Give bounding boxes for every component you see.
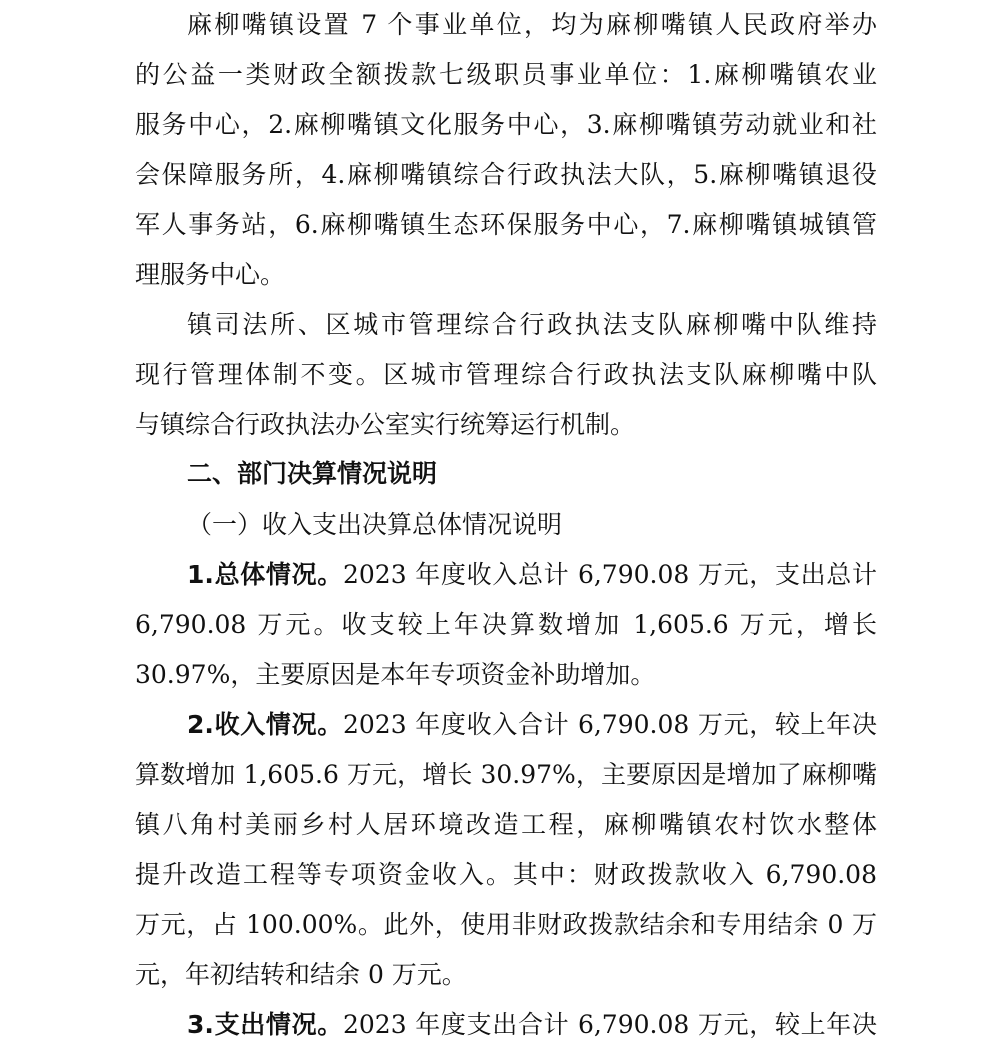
- para4-line-5: 万元，占 100.00%。此外，使用非财政拨款结余和专用结余 0 万: [135, 910, 877, 939]
- para3-lead: 1.总体情况。: [187, 560, 343, 589]
- para4-line-2: 算数增加 1,605.6 万元，增长 30.97%，主要原因是增加了麻柳嘴: [135, 760, 877, 789]
- para4-line-6: 元，年初结转和结余 0 万元。: [135, 960, 467, 989]
- para3-line-3: 30.97%，主要原因是本年专项资金补助增加。: [135, 660, 656, 689]
- para4-lead: 2.收入情况。: [187, 710, 343, 739]
- para2-line-2: 现行管理体制不变。区城市管理综合行政执法支队麻柳嘴中队: [135, 360, 877, 389]
- para3-line-2: 6,790.08 万元。收支较上年决算数增加 1,605.6 万元，增长: [135, 610, 877, 639]
- para1-line-2: 的公益一类财政全额拨款七级职员事业单位：1.麻柳嘴镇农业: [135, 60, 877, 89]
- para5-lead: 3.支出情况。: [187, 1010, 343, 1039]
- para3-line-1: [135, 556, 877, 594]
- para2-line-3: 与镇综合行政执法办公室实行统筹运行机制。: [135, 410, 636, 439]
- para1-line-1: 麻柳嘴镇设置 7 个事业单位，均为麻柳嘴镇人民政府举办: [187, 10, 877, 39]
- para5-first-rest: 2023 年度支出合计 6,790.08 万元，较上年决: [342, 1010, 877, 1039]
- para4-line-1: [135, 706, 877, 744]
- para4-line-3: 镇八角村美丽乡村人居环境改造工程，麻柳嘴镇农村饮水整体: [135, 810, 877, 839]
- para1-line-4: 会保障服务所，4.麻柳嘴镇综合行政执法大队，5.麻柳嘴镇退役: [135, 160, 877, 189]
- para5-line-1: [135, 1006, 877, 1044]
- para2-line-1: 镇司法所、区城市管理综合行政执法支队麻柳嘴中队维持: [187, 310, 877, 339]
- para4-line-4: 提升改造工程等专项资金收入。其中：财政拨款收入 6,790.08: [135, 860, 877, 889]
- section-heading: 二、部门决算情况说明: [187, 459, 438, 488]
- para1-line-3: 服务中心，2.麻柳嘴镇文化服务中心，3.麻柳嘴镇劳动就业和社: [135, 110, 877, 139]
- para4-first-rest: 2023 年度收入合计 6,790.08 万元，较上年决: [342, 710, 877, 739]
- para3-first-rest: 2023 年度收入总计 6,790.08 万元，支出总计: [342, 560, 877, 589]
- para1-line-5: 军人事务站，6.麻柳嘴镇生态环保服务中心，7.麻柳嘴镇城镇管: [135, 210, 877, 239]
- para1-line-6: 理服务中心。: [135, 260, 286, 289]
- sub-heading: （一）收入支出决算总体情况说明: [187, 510, 563, 539]
